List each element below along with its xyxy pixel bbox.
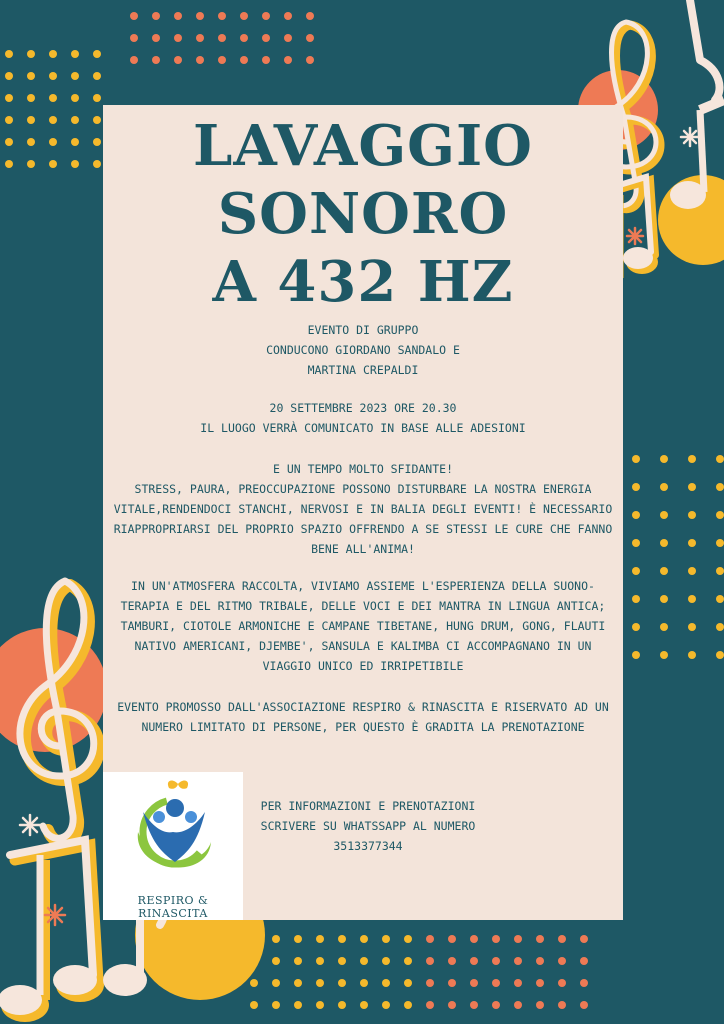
intro-line: MARTINA CREPALDI	[307, 363, 419, 377]
date-line: 20 SETTEMBRE 2023 ORE 20.30	[269, 401, 457, 415]
contact-block	[248, 796, 488, 856]
sparkle-icon	[20, 815, 40, 835]
logo	[103, 772, 243, 920]
paragraph-line: E UN TEMPO MOLTO SFIDANTE!	[272, 462, 453, 476]
location-line: IL LUOGO VERRÀ COMUNICATO IN BASE ALLE ADESIONI	[200, 421, 526, 435]
intro-line: EVENTO DI GRUPPO	[307, 323, 419, 337]
paragraph-line: VITALE,RENDENDOCI STANCHI, NERVOSI E IN BALIA DEGLI EVENTI! È NECESSARIO	[113, 502, 613, 516]
poster-title	[103, 112, 623, 316]
paragraph-line: TERAPIA E DEL RITMO TRIBALE, DELLE VOCI E DEI MANTRA IN LINGUA ANTICA;	[120, 599, 606, 613]
paragraph-line: STRESS, PAURA, PREOCCUPAZIONE POSSONO DISTURBARE LA NOSTRA ENERGIA	[134, 482, 592, 496]
paragraph-line: IN UN'ATMOSFERA RACCOLTA, VIVIAMO ASSIEME L'ESPERIENZA DELLA SUONO-	[131, 579, 595, 593]
title-line: A 432 HZ	[212, 249, 514, 315]
sparkle-icon	[681, 128, 699, 146]
contact-line: SCRIVERE SU WHATSSAPP AL NUMERO	[260, 819, 476, 833]
paragraph-line: RIAPPROPRIARSI DEL PROPRIO SPAZIO OFFRENDO A SE STESSI LE CURE CHE FANNO	[113, 522, 613, 536]
title-line: SONORO	[217, 181, 509, 247]
paragraph-line: EVENTO PROMOSSO DALL'ASSOCIAZIONE RESPIRO & RINASCITA E RISERVATO AD UN	[117, 700, 609, 714]
paragraph-line: TAMBURI, CIOTOLE ARMONICHE E CAMPANE TIBETANE, HUNG DRUM, GONG, FLAUTI	[120, 619, 606, 633]
music-note-icon	[0, 840, 104, 1022]
description-paragraph-1	[110, 459, 616, 559]
title-line: LAVAGGIO	[193, 113, 533, 179]
paragraph-line: NUMERO LIMITATO DI PERSONE, PER QUESTO È GRADITA LA PRENOTAZIONE	[141, 720, 585, 734]
intro-line: CONDUCONO GIORDANO SANDALO E	[266, 343, 460, 357]
sparkle-icon	[627, 228, 643, 244]
description-paragraph-2	[110, 576, 616, 676]
date-block	[110, 398, 616, 438]
contact-line: PER INFORMAZIONI E PRENOTAZIONI	[260, 799, 476, 813]
paragraph-line: NATIVO AMERICANI, DJEMBE', SANSULA E KALIMBA CI ACCOMPAGNANO IN UN	[134, 639, 592, 653]
paragraph-line: BENE ALL'ANIMA!	[311, 542, 415, 556]
phone-number: 3513377344	[333, 839, 403, 853]
logo-name: RESPIRO & RINASCITA	[137, 894, 209, 920]
respiro-rinascita-logo-icon	[103, 772, 243, 892]
intro-block	[110, 320, 616, 380]
sparkle-icon	[45, 905, 65, 925]
description-paragraph-3	[110, 697, 616, 737]
paragraph-line: VIAGGIO UNICO ED IRRIPETIBILE	[262, 659, 464, 673]
